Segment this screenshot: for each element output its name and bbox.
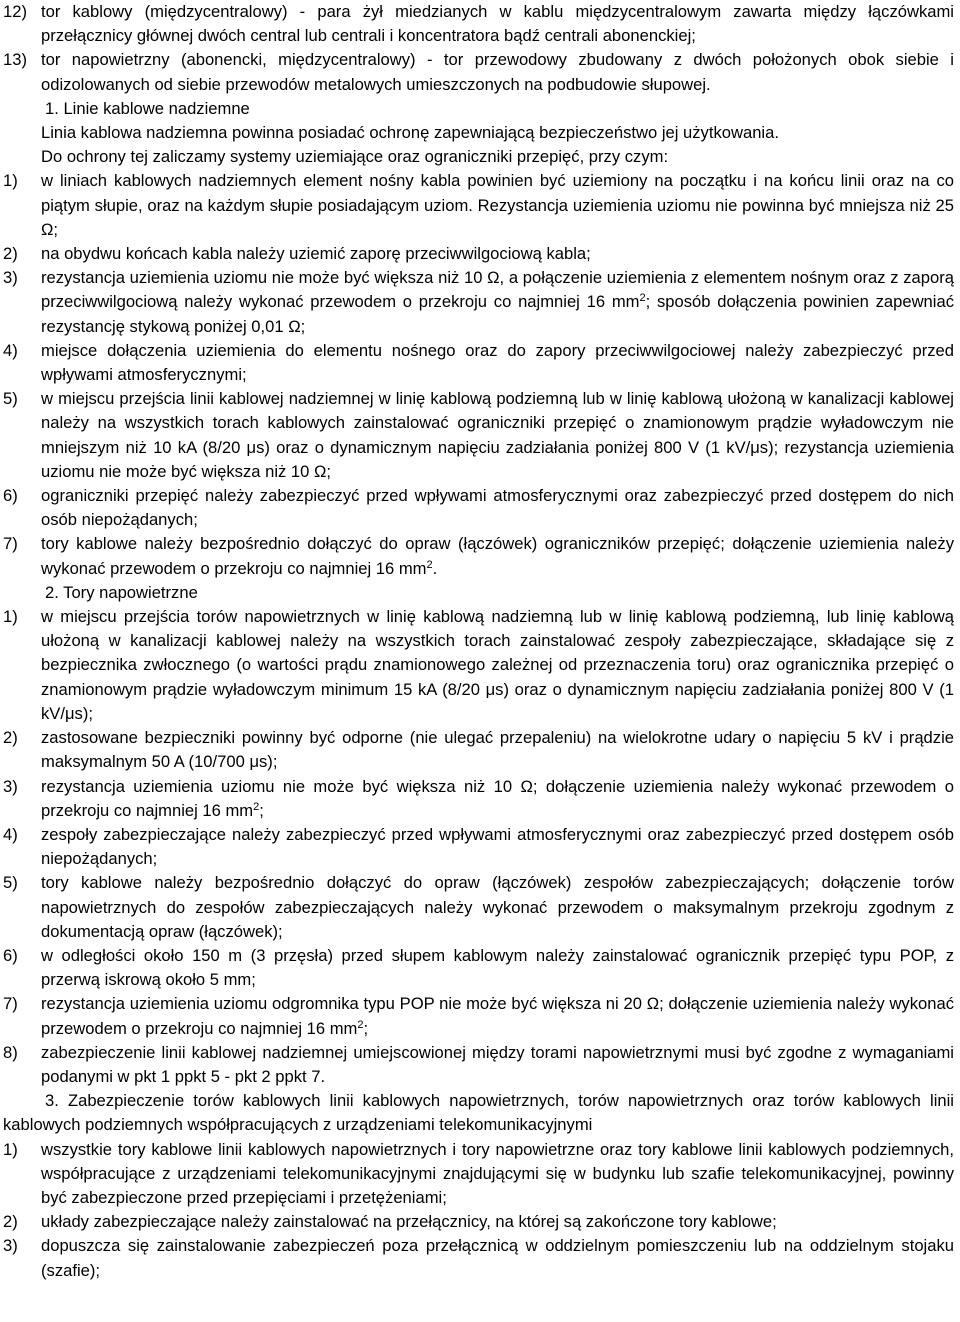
item-number: 13) bbox=[3, 50, 27, 70]
item-text: na obydwu końcach kabla należy uziemić zaporę przeciwwilgociową kabla; bbox=[41, 244, 591, 264]
item-number: 2) bbox=[3, 1212, 18, 1232]
item-number: 8) bbox=[3, 1042, 18, 1062]
item-text-part: ; bbox=[363, 1018, 369, 1038]
list-item bbox=[3, 726, 954, 774]
item-text-part: rezystancja uziemienia uziomu odgromnika typu POP nie może być większa ni 20 Ω; dołączenie uziemienia należy wykonać przewodem o przekroju co najmniej 16 mm bbox=[41, 994, 954, 1038]
item-number: 1) bbox=[3, 171, 18, 191]
item-text bbox=[41, 532, 954, 580]
item-text bbox=[41, 775, 954, 823]
list-item bbox=[3, 484, 954, 532]
item-text bbox=[41, 266, 954, 339]
section-1-intro-2: Do ochrony tej zaliczamy systemy uziemiające oraz ograniczniki przepięć, przy czym: bbox=[41, 147, 669, 167]
item-number: 5) bbox=[3, 873, 18, 893]
item-text: tor kablowy (międzycentralowy) - para żył miedzianych w kablu międzycentralowym zawarta między łączówkami przełącznicy głównej dwóch central lub centrali i koncentratora bądź centrali abonenckiej; bbox=[41, 2, 954, 46]
item-number: 5) bbox=[3, 389, 18, 409]
list-item bbox=[3, 532, 954, 580]
list-item bbox=[3, 1041, 954, 1089]
list-item bbox=[3, 1210, 954, 1234]
item-number: 3) bbox=[3, 1236, 18, 1256]
item-text: zastosowane bezpieczniki powinny być odporne (nie ulegać przepaleniu) na wielokrotne udary o napięciu 5 kV i prądzie maksymalnym 50 A (10/700 μs); bbox=[41, 728, 954, 772]
list-item bbox=[3, 992, 954, 1040]
item-text: dopuszcza się zainstalowanie zabezpieczeń poza przełącznicą w oddzielnym pomieszczeniu lub na oddzielnym stojaku (szafie); bbox=[41, 1236, 954, 1280]
item-text: w liniach kablowych nadziemnych element nośny kabla powinien być uziemiony na początku i na końcu linii oraz na co piątym słupie, oraz na każdym słupie posiadającym uziom. Rezystancja uziemienia uziomu nie powinna być mniejsza niż 25 Ω; bbox=[41, 171, 954, 239]
item-number: 3) bbox=[3, 268, 18, 288]
item-number: 3) bbox=[3, 776, 18, 796]
superscript: 2 bbox=[639, 292, 646, 305]
list-item bbox=[3, 48, 954, 96]
list-item bbox=[3, 339, 954, 387]
list-item bbox=[3, 605, 954, 726]
list-item bbox=[3, 1234, 954, 1282]
item-number: 7) bbox=[3, 994, 18, 1014]
item-number: 6) bbox=[3, 945, 18, 965]
item-text: układy zabezpieczające należy zainstalować na przełącznicy, na której są zakończone tory kablowe; bbox=[41, 1212, 777, 1232]
item-number: 2) bbox=[3, 244, 18, 264]
list-item bbox=[3, 775, 954, 823]
list-item bbox=[3, 944, 954, 992]
item-number: 4) bbox=[3, 340, 18, 360]
section-2-heading: 2. Tory napowietrzne bbox=[45, 582, 198, 602]
item-text: ograniczniki przepięć należy zabezpieczyć przed wpływami atmosferycznymi oraz zabezpieczyć przed dostępem do nich osób niepożądanych; bbox=[41, 486, 954, 530]
item-number: 12) bbox=[3, 2, 27, 21]
section-1-intro: Linia kablowa nadziemna powinna posiadać ochronę zapewniającą bezpieczeństwo jej użytkowania. bbox=[41, 123, 779, 143]
item-text: miejsce dołączenia uziemienia do elementu nośnego oraz do zapory przeciwwilgociowej należy zabezpieczyć przed wpływami atmosferycznymi; bbox=[41, 340, 954, 385]
item-number: 1) bbox=[3, 1139, 18, 1159]
list-item bbox=[3, 871, 954, 944]
item-text-part: ; bbox=[259, 800, 264, 820]
section-3-heading: 3. Zabezpieczenie torów kablowych linii kablowych napowietrznych, torów napowietrznych oraz torów kablowych linii kablowych podziemnych współpracujących z urządzeniami telekomunikacyjnymi bbox=[3, 1091, 954, 1135]
list-item bbox=[3, 266, 954, 339]
item-text-part: tory kablowe należy bezpośrednio dołączyć do opraw (łączówek) ograniczników przepięć; dołączenie uziemienia należy wykonać przewodem o przekroju co najmniej 16 mm bbox=[41, 534, 954, 578]
list-item bbox=[3, 1138, 954, 1211]
superscript: 2 bbox=[426, 558, 433, 571]
list-item bbox=[3, 169, 954, 242]
item-number: 4) bbox=[3, 824, 18, 844]
item-text-part: . bbox=[432, 558, 438, 578]
item-number: 7) bbox=[3, 534, 18, 554]
list-item bbox=[3, 242, 954, 266]
item-number: 6) bbox=[3, 486, 18, 506]
item-text bbox=[41, 992, 954, 1040]
item-text-part: rezystancja uziemienia uziomu nie może być większa niż 10 Ω; dołączenie uziemienia należy wykonać przewodem o przekroju co najmniej 16 mm bbox=[41, 776, 954, 820]
item-text: zespoły zabezpieczające należy zabezpieczyć przed wpływami atmosferycznymi oraz zabezpieczyć przed dostępem osób niepożądanych; bbox=[41, 824, 954, 869]
item-text: tory kablowe należy bezpośrednio dołączyć do opraw (łączówek) zespołów zabezpieczających; dołączenie torów napowietrznych do zespołów zabezpieczających należy wykonać przewodem o maksymalnym przekroju zgodnym z dokumentacją opraw (łączówek); bbox=[41, 873, 954, 941]
item-number: 1) bbox=[3, 607, 18, 627]
section-1-heading: 1. Linie kablowe nadziemne bbox=[45, 98, 250, 118]
item-text: w miejscu przejścia torów napowietrznych w linię kablową nadziemną lub w linię kablową podziemną, lub linię kablową ułożoną w kanalizacji kablowej należy na wszystkich torach zainstalować zespoły zabezpieczające, składające się z bezpiecznika zwłocznego (o wartości prądu znamionowego zależnej od przeznaczenia toru) oraz ogranicznika przepięć o znamionowym prądzie wyładowczym minimum 15 kA (8/20 μs) oraz o dynamicznym napięciu zadziałania poniżej 800 V (1 kV/μs); bbox=[41, 607, 954, 723]
item-text-part: rezystancja uziemienia uziomu nie może być większa niż 10 Ω, a połączenie uziemienia z elementem nośnym oraz z zaporą przeciwwilgociową należy wykonać przewodem o przekroju co najmniej 16 mm bbox=[41, 268, 954, 312]
item-text: wszystkie tory kablowe linii kablowych napowietrznych i tory napowietrzne oraz tory kablowe linii kablowych podziemnych, współpracujące z urządzeniami telekomunikacyjnymi znajdującymi się w budynku lub szafie telekomunikacyjnej, powinny być zabezpieczone przed przepięciami i przetężeniami; bbox=[41, 1139, 954, 1207]
item-text: w odległości około 150 m (3 przęsła) przed słupem kablowym należy zainstalować ogranicznik przepięć typu POP, z przerwą iskrową około 5 mm; bbox=[41, 945, 954, 990]
item-number: 2) bbox=[3, 728, 18, 748]
item-text: tor napowietrzny (abonencki, międzycentralowy) - tor przewodowy zbudowany z dwóch położonych obok siebie i odizolowanych od siebie przewodów metalowych umieszczonych na podbudowie słupowej. bbox=[41, 50, 954, 94]
item-text: w miejscu przejścia linii kablowej nadziemnej w linię kablową podziemną lub w linię kablową ułożoną w kanalizacji kablowej należy na wszystkich torach kablowych zainstalować ograniczniki przepięć o znamionowym prądzie wyładowczym nie mniejszym niż 10 kA (8/20 μs) oraz o dynamicznym napięciu zadziałania poniżej 800 V (1 kV/μs); rezystancja uziemienia uziomu nie może być większa niż 10 Ω; bbox=[41, 389, 954, 481]
item-text: zabezpieczenie linii kablowej nadziemnej umiejscowionej między torami napowietrznymi musi być zgodne z wymaganiami podanymi w pkt 1 ppkt 5 - pkt 2 ppkt 7. bbox=[41, 1042, 954, 1086]
item-text-part: ; sposób dołączenia powinien zapewniać rezystancję stykową poniżej 0,01 Ω; bbox=[41, 292, 954, 336]
superscript: 2 bbox=[253, 800, 260, 813]
list-item bbox=[3, 823, 954, 871]
superscript: 2 bbox=[357, 1018, 364, 1031]
list-item bbox=[3, 387, 954, 484]
list-item bbox=[3, 0, 954, 48]
